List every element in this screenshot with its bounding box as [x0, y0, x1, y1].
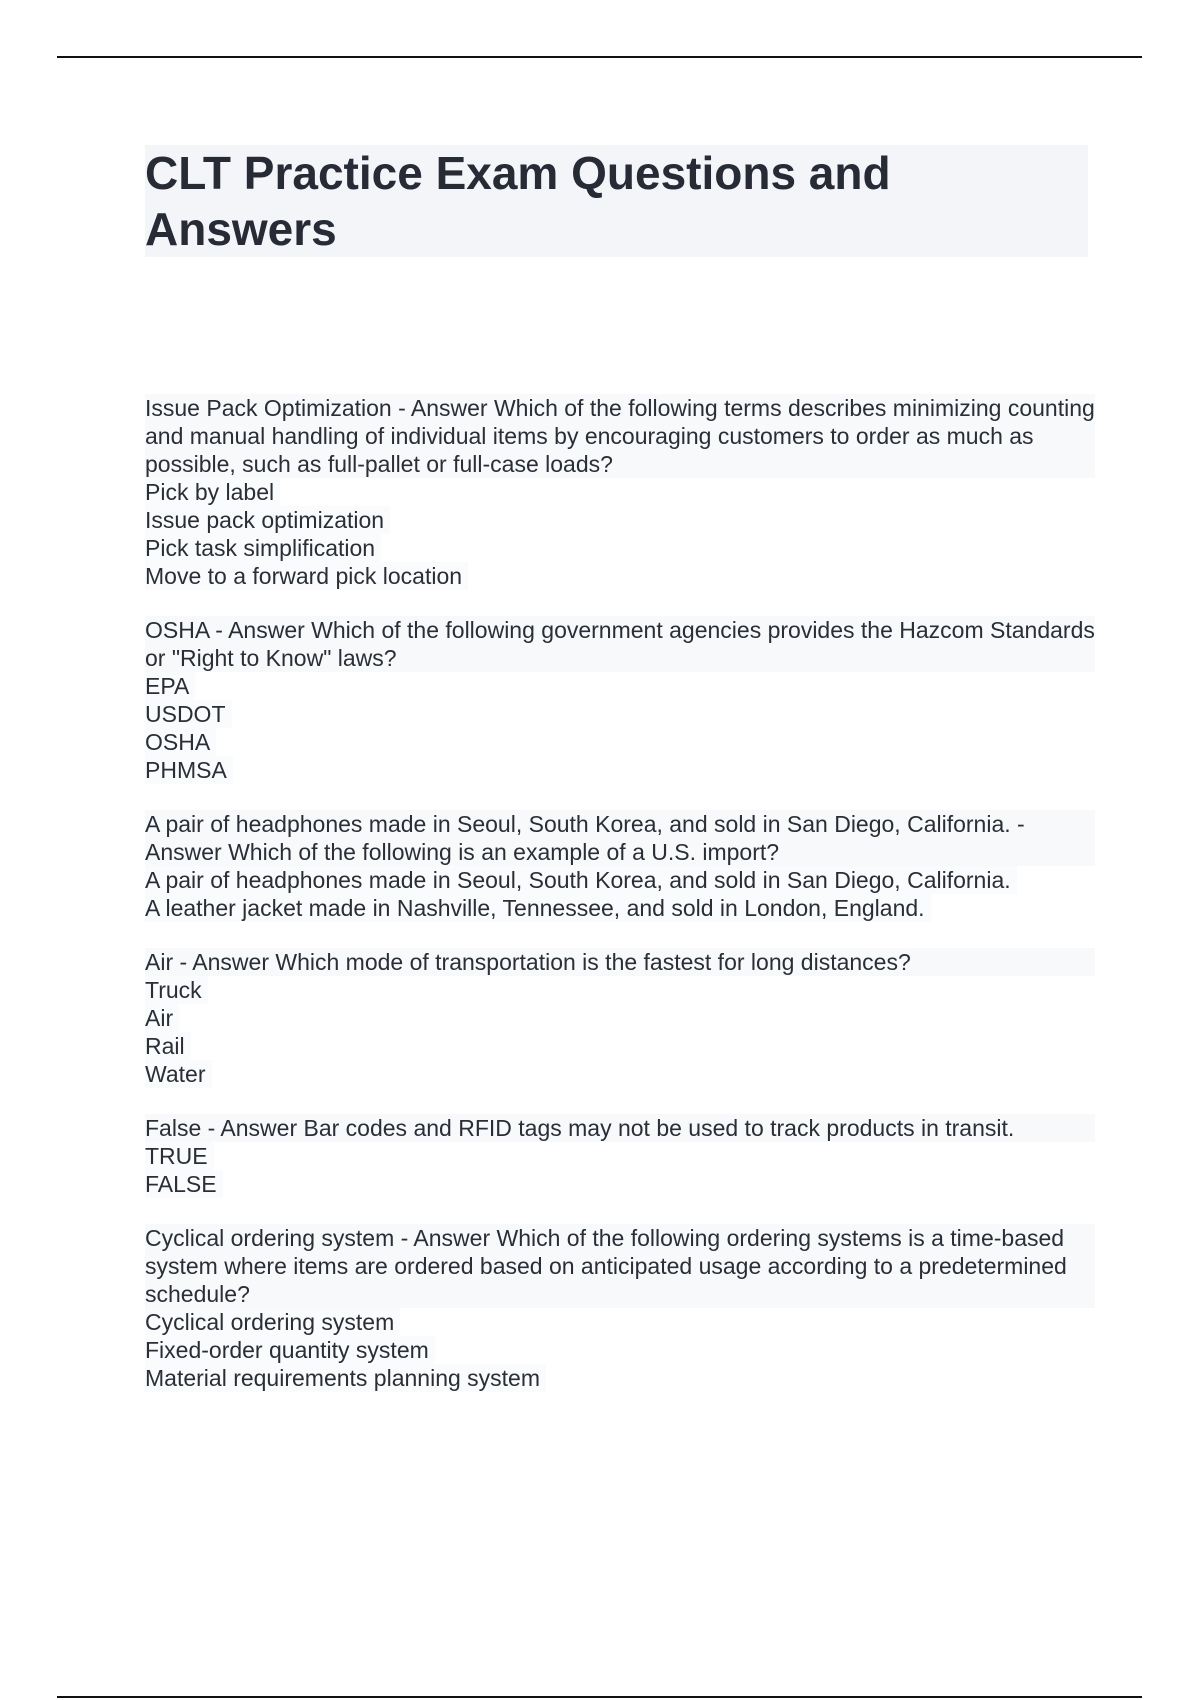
bottom-rule: [57, 1696, 1142, 1698]
answer-option: A leather jacket made in Nashville, Tennessee, and sold in London, England.: [145, 894, 931, 922]
qa-item: [145, 616, 1102, 784]
answer-option: Air: [145, 1004, 179, 1032]
question-prompt: A pair of headphones made in Seoul, South Korea, and sold in San Diego, California. - Answer Which of the following is an example of a U.S. import?: [145, 810, 1095, 866]
question-prompt: False - Answer Bar codes and RFID tags may not be used to track products in transit.: [145, 1114, 1095, 1142]
answer-option: PHMSA: [145, 756, 233, 784]
qa-list: [145, 394, 1102, 1418]
answer-option: Material requirements planning system: [145, 1364, 546, 1392]
answer-option: Move to a forward pick location: [145, 562, 468, 590]
answer-option: A pair of headphones made in Seoul, South Korea, and sold in San Diego, California.: [145, 866, 1017, 894]
answer-option: Cyclical ordering system: [145, 1308, 400, 1336]
answer-option: Rail: [145, 1032, 191, 1060]
answer-option: FALSE: [145, 1170, 223, 1198]
question-prompt: Issue Pack Optimization - Answer Which of the following terms describes minimizing counting and manual handling of individual items by encouraging customers to order as much as possible, such as full-pallet or full-case loads?: [145, 395, 1102, 477]
page-title: CLT Practice Exam Questions and Answers: [145, 147, 891, 255]
answer-option: Water: [145, 1060, 212, 1088]
title-block: [145, 145, 1088, 257]
answer-option: Truck: [145, 976, 208, 1004]
answer-option: Pick by label: [145, 478, 280, 506]
answer-option: Fixed-order quantity system: [145, 1336, 435, 1364]
top-rule: [57, 56, 1142, 58]
answer-option: Pick task simplification: [145, 534, 381, 562]
question-prompt: OSHA - Answer Which of the following government agencies provides the Hazcom Standards or "Right to Know" laws?: [145, 617, 1102, 671]
answer-option: EPA: [145, 672, 195, 700]
qa-item: [145, 1224, 1095, 1392]
qa-item: [145, 948, 1095, 1088]
question-prompt: Cyclical ordering system - Answer Which of the following ordering systems is a time-based system where items are ordered based on anticipated usage according to a predetermined schedule?: [145, 1224, 1095, 1308]
qa-item: [145, 1114, 1095, 1198]
question-prompt: Air - Answer Which mode of transportation is the fastest for long distances?: [145, 948, 1095, 976]
qa-item: [145, 810, 1095, 922]
answer-option: Issue pack optimization: [145, 506, 390, 534]
answer-option: OSHA: [145, 728, 216, 756]
answer-option: USDOT: [145, 700, 232, 728]
qa-item: [145, 394, 1102, 590]
answer-option: TRUE: [145, 1142, 214, 1170]
